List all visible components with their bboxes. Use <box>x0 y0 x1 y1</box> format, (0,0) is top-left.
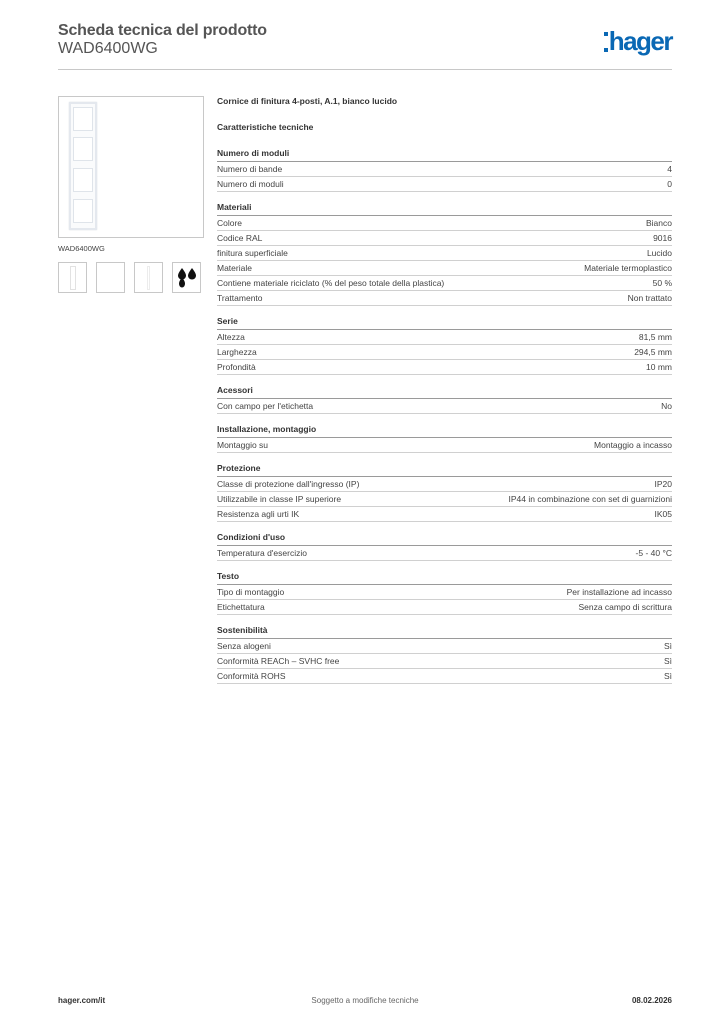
thumbnail-strip <box>58 262 201 293</box>
spec-section <box>217 424 672 453</box>
section-title: Protezione <box>217 463 672 477</box>
spec-value: Lucido <box>646 248 672 258</box>
spec-section <box>217 463 672 522</box>
section-title: Testo <box>217 571 672 585</box>
spec-row <box>217 231 672 246</box>
spec-label: Utilizzabile in classe IP superiore <box>217 494 342 504</box>
spec-row <box>217 639 672 654</box>
footer-note: Soggetto a modifiche tecniche <box>311 996 419 1005</box>
section-title: Materiali <box>217 202 672 216</box>
thumbnail-water-protection[interactable] <box>172 262 201 293</box>
spec-sections <box>217 148 672 684</box>
spec-label: Larghezza <box>217 347 257 357</box>
spec-value: 294,5 mm <box>634 347 672 357</box>
spec-section <box>217 571 672 615</box>
spec-label: Tipo di montaggio <box>217 587 285 597</box>
spec-row <box>217 669 672 684</box>
spec-label: Conformità ROHS <box>217 671 286 681</box>
spec-label: Classe di protezione dall'ingresso (IP) <box>217 479 360 489</box>
spec-value: Materiale termoplastico <box>584 263 672 273</box>
logo-text: hager <box>608 26 672 56</box>
frame-side-thumbnail-icon <box>147 266 150 290</box>
section-title: Installazione, montaggio <box>217 424 672 438</box>
spec-section <box>217 625 672 684</box>
spec-label: Codice RAL <box>217 233 263 243</box>
spec-label: Etichettatura <box>217 602 265 612</box>
spec-value: 4 <box>667 164 672 174</box>
spec-value: 81,5 mm <box>638 332 672 342</box>
spec-value: Sì <box>663 641 672 651</box>
page-footer <box>58 996 672 1012</box>
spec-label: Contiene materiale riciclato (% del peso totale della plastica) <box>217 278 445 288</box>
logo-colon-icon <box>604 32 608 52</box>
spec-label: Senza alogeni <box>217 641 271 651</box>
spec-row <box>217 276 672 291</box>
spec-section <box>217 316 672 375</box>
technical-characteristics-title: Caratteristiche tecniche <box>217 122 314 132</box>
spec-label: Trattamento <box>217 293 263 303</box>
spec-label: Temperatura d'esercizio <box>217 548 307 558</box>
frame-illustration <box>69 102 97 230</box>
frame-slot <box>73 199 93 223</box>
spec-row <box>217 246 672 261</box>
spec-value: Per installazione ad incasso <box>566 587 672 597</box>
hager-logo[interactable] <box>604 28 672 56</box>
spec-row <box>217 477 672 492</box>
spec-section <box>217 532 672 561</box>
spec-value: Senza campo di scrittura <box>578 602 672 612</box>
section-title: Sostenibilità <box>217 625 672 639</box>
spec-label: Con campo per l'etichetta <box>217 401 314 411</box>
spec-row <box>217 507 672 522</box>
spec-row <box>217 162 672 177</box>
product-description: Cornice di finitura 4-posti, A.1, bianco lucido <box>217 96 398 106</box>
thumbnail-blank[interactable] <box>96 262 125 293</box>
spec-value: 50 % <box>652 278 672 288</box>
specifications <box>217 96 672 694</box>
spec-row <box>217 261 672 276</box>
image-caption: WAD6400WG <box>58 244 105 253</box>
section-title: Acessori <box>217 385 672 399</box>
section-title: Condizioni d'uso <box>217 532 672 546</box>
frame-slot <box>73 137 93 161</box>
spec-value: -5 - 40 °C <box>635 548 672 558</box>
frame-slot <box>73 107 93 131</box>
spec-row <box>217 291 672 306</box>
spec-label: Profondità <box>217 362 256 372</box>
spec-label: Resistenza agli urti IK <box>217 509 300 519</box>
spec-row <box>217 177 672 192</box>
spec-row <box>217 330 672 345</box>
product-image[interactable] <box>58 96 204 238</box>
footer-date: 08.02.2026 <box>631 996 672 1005</box>
spec-value: Bianco <box>646 218 672 228</box>
spec-row <box>217 585 672 600</box>
spec-label: Altezza <box>217 332 245 342</box>
spec-value: IP20 <box>654 479 672 489</box>
document-title: Scheda tecnica del prodotto <box>58 22 267 39</box>
thumbnail-frame-small[interactable] <box>58 262 87 293</box>
spec-value: 9016 <box>653 233 672 243</box>
product-code: WAD6400WG <box>58 40 158 57</box>
spec-label: Conformità REACh – SVHC free <box>217 656 340 666</box>
spec-row <box>217 399 672 414</box>
spec-label: finitura superficiale <box>217 248 288 258</box>
spec-section <box>217 385 672 414</box>
spec-label: Montaggio su <box>217 440 269 450</box>
spec-row <box>217 438 672 453</box>
spec-row <box>217 345 672 360</box>
spec-label: Numero di moduli <box>217 179 284 189</box>
spec-value: IP44 in combinazione con set di guarnizioni <box>508 494 672 504</box>
spec-row <box>217 546 672 561</box>
spec-value: 10 mm <box>646 362 672 372</box>
spec-row <box>217 216 672 231</box>
spec-row <box>217 600 672 615</box>
spec-row <box>217 492 672 507</box>
page-header <box>58 22 672 70</box>
frame-thumbnail-icon <box>70 266 76 290</box>
spec-row <box>217 360 672 375</box>
frame-slot <box>73 168 93 192</box>
spec-section <box>217 202 672 306</box>
spec-section <box>217 148 672 192</box>
water-drops-icon <box>177 267 197 289</box>
spec-value: 0 <box>667 179 672 189</box>
footer-website-link[interactable]: hager.com/it <box>58 996 106 1005</box>
section-title: Numero di moduli <box>217 148 672 162</box>
spec-label: Colore <box>217 218 243 228</box>
spec-value: Montaggio a incasso <box>594 440 672 450</box>
spec-value: IK05 <box>654 509 672 519</box>
section-title: Serie <box>217 316 672 330</box>
spec-label: Materiale <box>217 263 252 273</box>
spec-value: Non trattato <box>627 293 672 303</box>
spec-value: Sì <box>663 671 672 681</box>
spec-row <box>217 654 672 669</box>
spec-value: No <box>661 401 672 411</box>
spec-value: Sì <box>663 656 672 666</box>
thumbnail-frame-side[interactable] <box>134 262 163 293</box>
spec-label: Numero di bande <box>217 164 283 174</box>
